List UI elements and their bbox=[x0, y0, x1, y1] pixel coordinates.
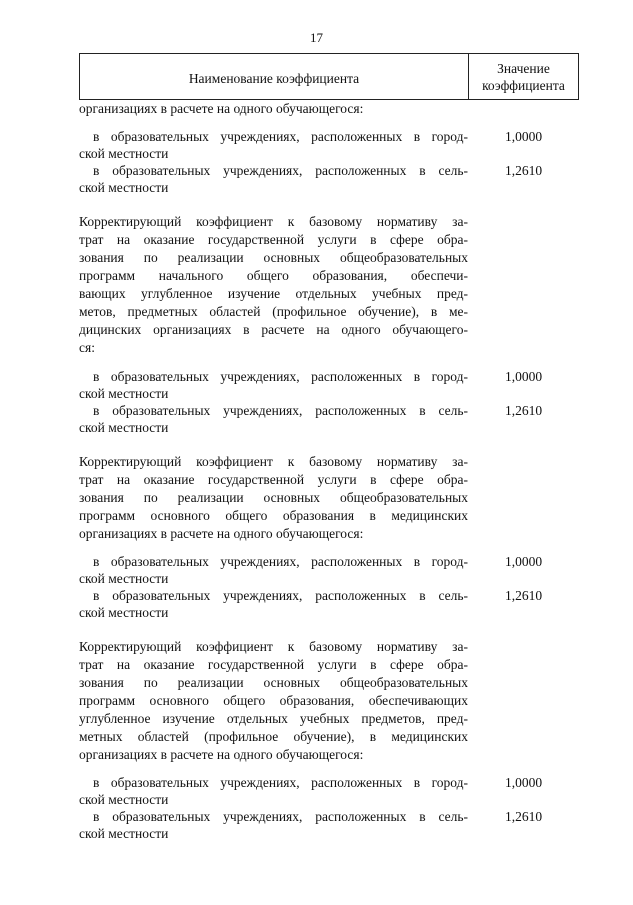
continuation-text: организациях в расчете на одного обучающегося: bbox=[79, 101, 364, 116]
column-header-value-line1: Значение bbox=[497, 60, 550, 76]
city-row-line2: ской местности bbox=[79, 386, 169, 401]
column-header-name: Наименование коэффициента bbox=[80, 54, 469, 99]
rural-row-line1: в образовательных учреждениях, расположенных в сель- bbox=[93, 163, 468, 178]
description-line: Корректирующий коэффициент к базовому нормативу за- bbox=[79, 639, 468, 654]
city-row-line1: в образовательных учреждениях, расположенных в город- bbox=[93, 369, 468, 384]
rural-row-line2: ской местности bbox=[79, 420, 169, 435]
rural-value: 1,2610 bbox=[505, 163, 543, 178]
description-line: углубленное изучение отдельных учебных предметов, пред- bbox=[79, 711, 468, 726]
city-row-line1: в образовательных учреждениях, расположенных в город- bbox=[93, 129, 468, 144]
description-line: зования по реализации основных общеобразовательных bbox=[79, 250, 468, 265]
description-line: метных областей (профильное обучение), в медицинских bbox=[79, 729, 468, 744]
column-header-value bbox=[469, 54, 578, 99]
city-value: 1,0000 bbox=[505, 554, 543, 569]
description-line: программ основного общего образования в медицинских bbox=[79, 508, 468, 523]
description-line: дицинских организациях в расчете на одного обучающего- bbox=[79, 322, 468, 337]
rural-row-line1: в образовательных учреждениях, расположенных в сель- bbox=[93, 403, 468, 418]
rural-value: 1,2610 bbox=[505, 809, 543, 824]
city-row-line2: ской местности bbox=[79, 146, 169, 161]
description-line: метов, предметных областей (профильное обучение), в ме- bbox=[79, 304, 468, 319]
description-line: Корректирующий коэффициент к базовому нормативу за- bbox=[79, 454, 468, 469]
rural-row-line2: ской местности bbox=[79, 826, 169, 841]
city-value: 1,0000 bbox=[505, 369, 543, 384]
description-line: организациях в расчете на одного обучающегося: bbox=[79, 526, 364, 541]
description-line: программ начального общего образования, обеспечи- bbox=[79, 268, 468, 283]
rural-row-line1: в образовательных учреждениях, расположенных в сель- bbox=[93, 809, 468, 824]
description-line: организациях в расчете на одного обучающегося: bbox=[79, 747, 364, 762]
description-line: трат на оказание государственной услуги в сфере обра- bbox=[79, 472, 468, 487]
description-line: ся: bbox=[79, 340, 95, 355]
rural-row-line2: ской местности bbox=[79, 180, 169, 195]
description-line: зования по реализации основных общеобразовательных bbox=[79, 490, 468, 505]
description-line: трат на оказание государственной услуги в сфере обра- bbox=[79, 232, 468, 247]
city-row-line2: ской местности bbox=[79, 792, 169, 807]
city-row-line2: ской местности bbox=[79, 571, 169, 586]
city-value: 1,0000 bbox=[505, 129, 543, 144]
description-line: вающих углубленное изучение отдельных учебных пред- bbox=[79, 286, 468, 301]
description-line: трат на оказание государственной услуги в сфере обра- bbox=[79, 657, 468, 672]
city-value: 1,0000 bbox=[505, 775, 543, 790]
description-line: зования по реализации основных общеобразовательных bbox=[79, 675, 468, 690]
table-header bbox=[79, 53, 579, 100]
city-row-line1: в образовательных учреждениях, расположенных в город- bbox=[93, 554, 468, 569]
description-line: программ основного общего образования, обеспечивающих bbox=[79, 693, 468, 708]
city-row-line1: в образовательных учреждениях, расположенных в город- bbox=[93, 775, 468, 790]
rural-row-line1: в образовательных учреждениях, расположенных в сель- bbox=[93, 588, 468, 603]
rural-value: 1,2610 bbox=[505, 588, 543, 603]
description-line: Корректирующий коэффициент к базовому нормативу за- bbox=[79, 214, 468, 229]
rural-value: 1,2610 bbox=[505, 403, 543, 418]
rural-row-line2: ской местности bbox=[79, 605, 169, 620]
page-number: 17 bbox=[310, 30, 323, 45]
column-header-value-line2: коэффициента bbox=[482, 77, 565, 93]
